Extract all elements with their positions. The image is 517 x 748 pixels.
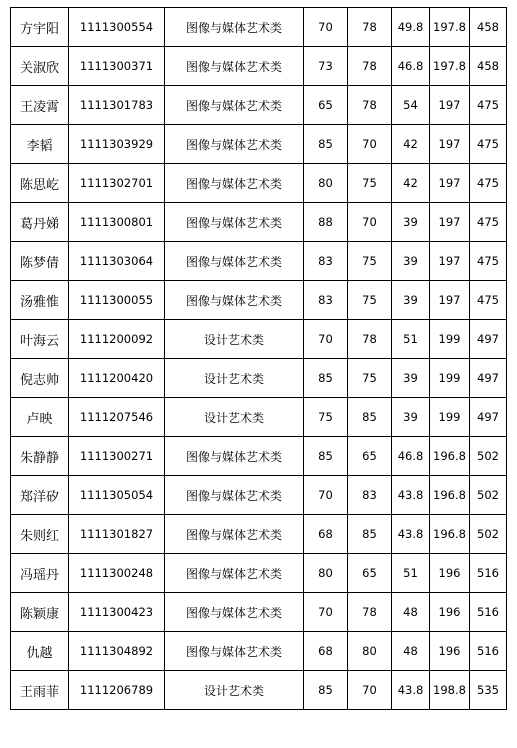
id-cell: 1111300055 [69,281,165,320]
score-3-cell: 43.8 [392,671,430,710]
name-cell: 陈思屹 [11,164,69,203]
score-1-cell: 83 [304,242,348,281]
id-cell: 1111301783 [69,86,165,125]
score-3-cell: 51 [392,320,430,359]
id-cell: 1111304892 [69,632,165,671]
total-cell: 197.8 [430,8,470,47]
category-cell: 图像与媒体艺术类 [165,476,304,515]
name-cell: 冯瑶丹 [11,554,69,593]
score-1-cell: 68 [304,632,348,671]
score-table [10,7,507,710]
score-2-cell: 70 [348,203,392,242]
score-1-cell: 85 [304,437,348,476]
id-cell: 1111305054 [69,476,165,515]
score-2-cell: 78 [348,320,392,359]
score-2-cell: 75 [348,164,392,203]
category-cell: 设计艺术类 [165,671,304,710]
rank-cell: 475 [470,164,507,203]
total-cell: 196.8 [430,437,470,476]
name-cell: 关淑欣 [11,47,69,86]
rank-cell: 475 [470,125,507,164]
rank-cell: 458 [470,8,507,47]
score-3-cell: 42 [392,164,430,203]
score-3-cell: 49.8 [392,8,430,47]
id-cell: 1111303929 [69,125,165,164]
table-row [11,242,507,281]
name-cell: 倪志帅 [11,359,69,398]
total-cell: 199 [430,320,470,359]
rank-cell: 516 [470,554,507,593]
table-row [11,8,507,47]
total-cell: 198.8 [430,671,470,710]
rank-cell: 497 [470,320,507,359]
category-cell: 图像与媒体艺术类 [165,242,304,281]
score-2-cell: 75 [348,281,392,320]
id-cell: 1111300801 [69,203,165,242]
total-cell: 196 [430,593,470,632]
table-row [11,632,507,671]
id-cell: 1111301827 [69,515,165,554]
name-cell: 陈梦倩 [11,242,69,281]
score-2-cell: 75 [348,242,392,281]
name-cell: 李韬 [11,125,69,164]
category-cell: 图像与媒体艺术类 [165,515,304,554]
score-3-cell: 51 [392,554,430,593]
table-row [11,476,507,515]
table-row [11,281,507,320]
rank-cell: 475 [470,203,507,242]
score-2-cell: 75 [348,359,392,398]
score-1-cell: 70 [304,476,348,515]
total-cell: 197 [430,125,470,164]
rank-cell: 516 [470,593,507,632]
name-cell: 方宇阳 [11,8,69,47]
score-3-cell: 46.8 [392,437,430,476]
id-cell: 1111300423 [69,593,165,632]
category-cell: 设计艺术类 [165,320,304,359]
id-cell: 1111300271 [69,437,165,476]
score-1-cell: 75 [304,398,348,437]
name-cell: 郑洋矽 [11,476,69,515]
score-1-cell: 83 [304,281,348,320]
rank-cell: 516 [470,632,507,671]
table-row [11,47,507,86]
total-cell: 196 [430,554,470,593]
table-row [11,554,507,593]
score-2-cell: 83 [348,476,392,515]
score-1-cell: 80 [304,164,348,203]
table-row [11,515,507,554]
score-3-cell: 42 [392,125,430,164]
score-2-cell: 65 [348,554,392,593]
score-1-cell: 70 [304,8,348,47]
category-cell: 设计艺术类 [165,359,304,398]
table-row [11,86,507,125]
category-cell: 图像与媒体艺术类 [165,86,304,125]
name-cell: 朱则红 [11,515,69,554]
rank-cell: 475 [470,281,507,320]
name-cell: 叶海云 [11,320,69,359]
name-cell: 王凌霄 [11,86,69,125]
category-cell: 图像与媒体艺术类 [165,632,304,671]
total-cell: 197 [430,164,470,203]
id-cell: 1111300554 [69,8,165,47]
score-2-cell: 78 [348,8,392,47]
category-cell: 图像与媒体艺术类 [165,47,304,86]
score-3-cell: 54 [392,86,430,125]
category-cell: 图像与媒体艺术类 [165,281,304,320]
total-cell: 199 [430,359,470,398]
total-cell: 196 [430,632,470,671]
score-1-cell: 65 [304,86,348,125]
score-3-cell: 39 [392,281,430,320]
category-cell: 图像与媒体艺术类 [165,437,304,476]
score-3-cell: 39 [392,359,430,398]
score-3-cell: 39 [392,398,430,437]
score-2-cell: 85 [348,515,392,554]
total-cell: 199 [430,398,470,437]
table-row [11,359,507,398]
score-1-cell: 85 [304,359,348,398]
category-cell: 图像与媒体艺术类 [165,593,304,632]
score-1-cell: 80 [304,554,348,593]
score-3-cell: 39 [392,203,430,242]
score-2-cell: 85 [348,398,392,437]
name-cell: 汤雅惟 [11,281,69,320]
name-cell: 仇越 [11,632,69,671]
id-cell: 1111207546 [69,398,165,437]
score-1-cell: 88 [304,203,348,242]
category-cell: 图像与媒体艺术类 [165,554,304,593]
total-cell: 197 [430,203,470,242]
score-2-cell: 70 [348,125,392,164]
id-cell: 1111303064 [69,242,165,281]
name-cell: 王雨菲 [11,671,69,710]
score-1-cell: 70 [304,320,348,359]
id-cell: 1111206789 [69,671,165,710]
score-2-cell: 70 [348,671,392,710]
score-3-cell: 46.8 [392,47,430,86]
rank-cell: 475 [470,86,507,125]
total-cell: 196.8 [430,476,470,515]
category-cell: 图像与媒体艺术类 [165,203,304,242]
rank-cell: 458 [470,47,507,86]
total-cell: 197 [430,86,470,125]
id-cell: 1111200420 [69,359,165,398]
id-cell: 1111302701 [69,164,165,203]
id-cell: 1111200092 [69,320,165,359]
table-row [11,437,507,476]
rank-cell: 502 [470,437,507,476]
name-cell: 卢映 [11,398,69,437]
table-row [11,203,507,242]
score-3-cell: 48 [392,632,430,671]
table-row [11,671,507,710]
rank-cell: 497 [470,359,507,398]
score-3-cell: 43.8 [392,515,430,554]
score-2-cell: 65 [348,437,392,476]
total-cell: 197 [430,281,470,320]
name-cell: 陈颖康 [11,593,69,632]
rank-cell: 535 [470,671,507,710]
total-cell: 197 [430,242,470,281]
score-1-cell: 68 [304,515,348,554]
score-3-cell: 48 [392,593,430,632]
name-cell: 葛丹娣 [11,203,69,242]
score-2-cell: 78 [348,47,392,86]
category-cell: 图像与媒体艺术类 [165,164,304,203]
score-3-cell: 43.8 [392,476,430,515]
table-row [11,125,507,164]
rank-cell: 502 [470,515,507,554]
table-row [11,320,507,359]
rank-cell: 475 [470,242,507,281]
score-1-cell: 73 [304,47,348,86]
name-cell: 朱静静 [11,437,69,476]
total-cell: 197.8 [430,47,470,86]
total-cell: 196.8 [430,515,470,554]
table-row [11,398,507,437]
score-1-cell: 85 [304,671,348,710]
category-cell: 设计艺术类 [165,398,304,437]
score-2-cell: 80 [348,632,392,671]
score-table-container [10,7,506,710]
score-2-cell: 78 [348,86,392,125]
score-1-cell: 70 [304,593,348,632]
score-2-cell: 78 [348,593,392,632]
id-cell: 1111300248 [69,554,165,593]
table-row [11,593,507,632]
category-cell: 图像与媒体艺术类 [165,8,304,47]
table-body [11,8,507,710]
table-row [11,164,507,203]
category-cell: 图像与媒体艺术类 [165,125,304,164]
id-cell: 1111300371 [69,47,165,86]
rank-cell: 502 [470,476,507,515]
score-3-cell: 39 [392,242,430,281]
rank-cell: 497 [470,398,507,437]
score-1-cell: 85 [304,125,348,164]
